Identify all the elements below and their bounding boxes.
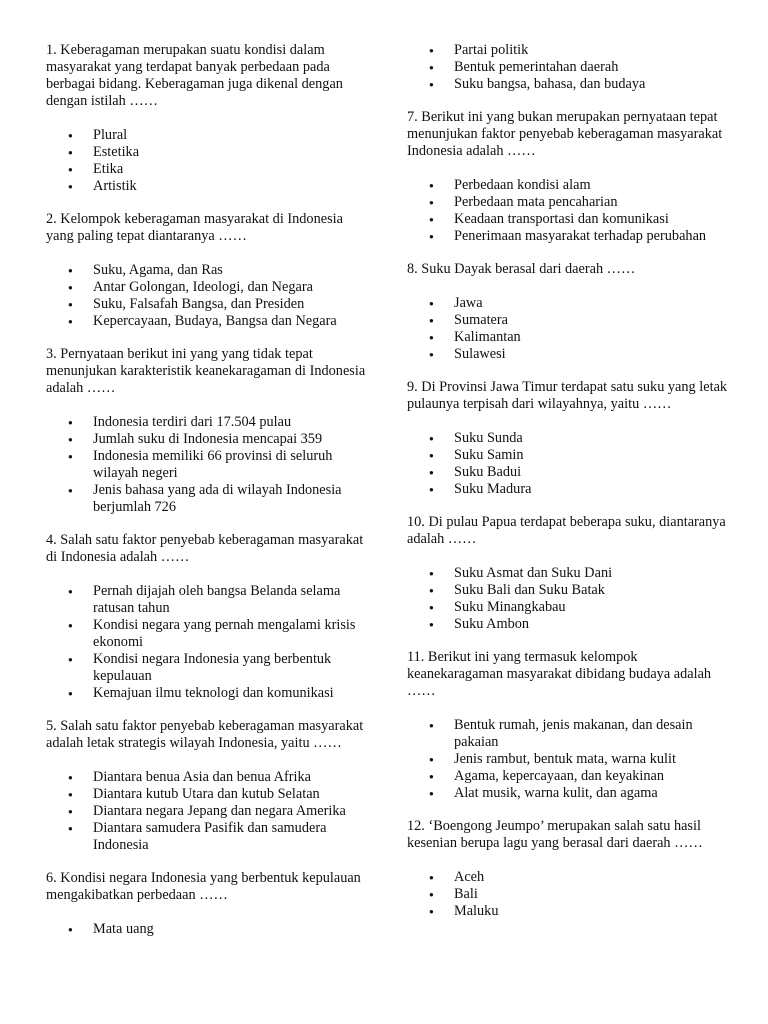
option-item: ● Suku, Agama, dan Ras <box>46 262 368 279</box>
question-2 <box>46 211 368 330</box>
question-1 <box>46 42 368 195</box>
option-item: ● Plural <box>46 127 368 144</box>
question-9 <box>407 379 729 498</box>
right-column <box>407 42 729 936</box>
options-list <box>407 430 729 498</box>
options-list <box>46 921 368 938</box>
option-item: ● Sumatera <box>407 312 729 329</box>
option-item: ● Penerimaan masyarakat terhadap perubahan <box>407 228 729 245</box>
question-6-continued <box>407 42 729 93</box>
option-item: ● Jawa <box>407 295 729 312</box>
question-8 <box>407 261 729 363</box>
option-item: ● Sulawesi <box>407 346 729 363</box>
option-item: ● Maluku <box>407 903 729 920</box>
option-item: ● Alat musik, warna kulit, dan agama <box>407 785 729 802</box>
question-text: 6. Kondisi negara Indonesia yang berbentuk kepulauan mengakibatkan perbedaan …… <box>46 870 361 903</box>
option-item: ● Pernah dijajah oleh bangsa Belanda selama ratusan tahun <box>46 583 368 617</box>
option-item: ● Artistik <box>46 178 368 195</box>
question-11 <box>407 649 729 802</box>
question-text: 7. Berikut ini yang bukan merupakan pernyataan tepat menunjukan faktor penyebab keberagaman masyarakat Indonesia adalah …… <box>407 109 723 159</box>
options-list <box>407 42 729 93</box>
option-item: ● Suku bangsa, bahasa, dan budaya <box>407 76 729 93</box>
options-list <box>46 127 368 195</box>
option-item: ● Mata uang <box>46 921 368 938</box>
option-item: ● Etika <box>46 161 368 178</box>
question-text: 11. Berikut ini yang termasuk kelompok keanekaragaman masyarakat dibidang budaya adalah …… <box>407 649 712 699</box>
question-text: 5. Salah satu faktor penyebab keberagaman masyarakat adalah letak strategis wilayah Indonesia, yaitu …… <box>46 718 364 751</box>
options-list <box>407 565 729 633</box>
option-item: ● Kemajuan ilmu teknologi dan komunikasi <box>46 685 368 702</box>
option-item: ● Partai politik <box>407 42 729 59</box>
question-text: 1. Keberagaman merupakan suatu kondisi dalam masyarakat yang terdapat banyak perbedaan pada berbagai bidang. Keberagaman juga dikenal dengan dengan istilah …… <box>46 42 343 109</box>
options-list <box>46 262 368 330</box>
option-item: ● Suku Sunda <box>407 430 729 447</box>
option-item: ● Kalimantan <box>407 329 729 346</box>
question-text: 3. Pernyataan berikut ini yang yang tidak tepat menunjukan karakteristik keanekaragaman di Indonesia adalah …… <box>46 346 366 396</box>
option-item: ● Indonesia terdiri dari 17.504 pulau <box>46 414 368 431</box>
question-text: 9. Di Provinsi Jawa Timur terdapat satu suku yang letak pulaunya terpisah dari wilayahnya, yaitu …… <box>407 379 728 412</box>
option-item: ● Suku Samin <box>407 447 729 464</box>
options-list <box>407 717 729 802</box>
option-item: ● Suku Bali dan Suku Batak <box>407 582 729 599</box>
option-item: ● Indonesia memiliki 66 provinsi di seluruh wilayah negeri <box>46 448 368 482</box>
option-item: ● Diantara samudera Pasifik dan samudera Indonesia <box>46 820 368 854</box>
options-list <box>46 414 368 516</box>
question-7 <box>407 109 729 245</box>
option-item: ● Perbedaan kondisi alam <box>407 177 729 194</box>
option-item: ● Suku Minangkabau <box>407 599 729 616</box>
question-text: 10. Di pulau Papua terdapat beberapa suku, diantaranya adalah …… <box>407 514 726 547</box>
option-item: ● Jenis bahasa yang ada di wilayah Indonesia berjumlah 726 <box>46 482 368 516</box>
option-item: ● Kondisi negara yang pernah mengalami krisis ekonomi <box>46 617 368 651</box>
question-text: 8. Suku Dayak berasal dari daerah …… <box>407 261 636 277</box>
question-10 <box>407 514 729 633</box>
question-text: 12. ‘Boengong Jeumpo’ merupakan salah satu hasil kesenian berupa lagu yang berasal dari daerah …… <box>407 818 703 851</box>
option-item: ● Diantara kutub Utara dan kutub Selatan <box>46 786 368 803</box>
option-item: ● Suku Asmat dan Suku Dani <box>407 565 729 582</box>
question-6 <box>46 870 368 938</box>
option-item: ● Suku, Falsafah Bangsa, dan Presiden <box>46 296 368 313</box>
option-item: ● Bentuk rumah, jenis makanan, dan desain pakaian <box>407 717 729 751</box>
option-item: ● Antar Golongan, Ideologi, dan Negara <box>46 279 368 296</box>
question-text: 4. Salah satu faktor penyebab keberagaman masyarakat di Indonesia adalah …… <box>46 532 364 565</box>
option-item: ● Keadaan transportasi dan komunikasi <box>407 211 729 228</box>
option-item: ● Estetika <box>46 144 368 161</box>
option-item: ● Diantara benua Asia dan benua Afrika <box>46 769 368 786</box>
options-list <box>407 177 729 245</box>
option-item: ● Bentuk pemerintahan daerah <box>407 59 729 76</box>
options-list <box>407 295 729 363</box>
options-list <box>46 583 368 702</box>
question-3 <box>46 346 368 516</box>
question-12 <box>407 818 729 920</box>
option-item: ● Agama, kepercayaan, dan keyakinan <box>407 768 729 785</box>
option-item: ● Aceh <box>407 869 729 886</box>
left-column <box>46 42 368 938</box>
option-item: ● Perbedaan mata pencaharian <box>407 194 729 211</box>
question-5 <box>46 718 368 854</box>
option-item: ● Suku Ambon <box>407 616 729 633</box>
option-item: ● Jenis rambut, bentuk mata, warna kulit <box>407 751 729 768</box>
option-item: ● Diantara negara Jepang dan negara Amerika <box>46 803 368 820</box>
option-item: ● Bali <box>407 886 729 903</box>
options-list <box>407 869 729 920</box>
question-text: 2. Kelompok keberagaman masyarakat di Indonesia yang paling tepat diantaranya …… <box>46 211 343 244</box>
option-item: ● Suku Badui <box>407 464 729 481</box>
option-item: ● Kondisi negara Indonesia yang berbentuk kepulauan <box>46 651 368 685</box>
question-4 <box>46 532 368 702</box>
option-item: ● Kepercayaan, Budaya, Bangsa dan Negara <box>46 313 368 330</box>
options-list <box>46 769 368 854</box>
option-item: ● Suku Madura <box>407 481 729 498</box>
option-item: ● Jumlah suku di Indonesia mencapai 359 <box>46 431 368 448</box>
